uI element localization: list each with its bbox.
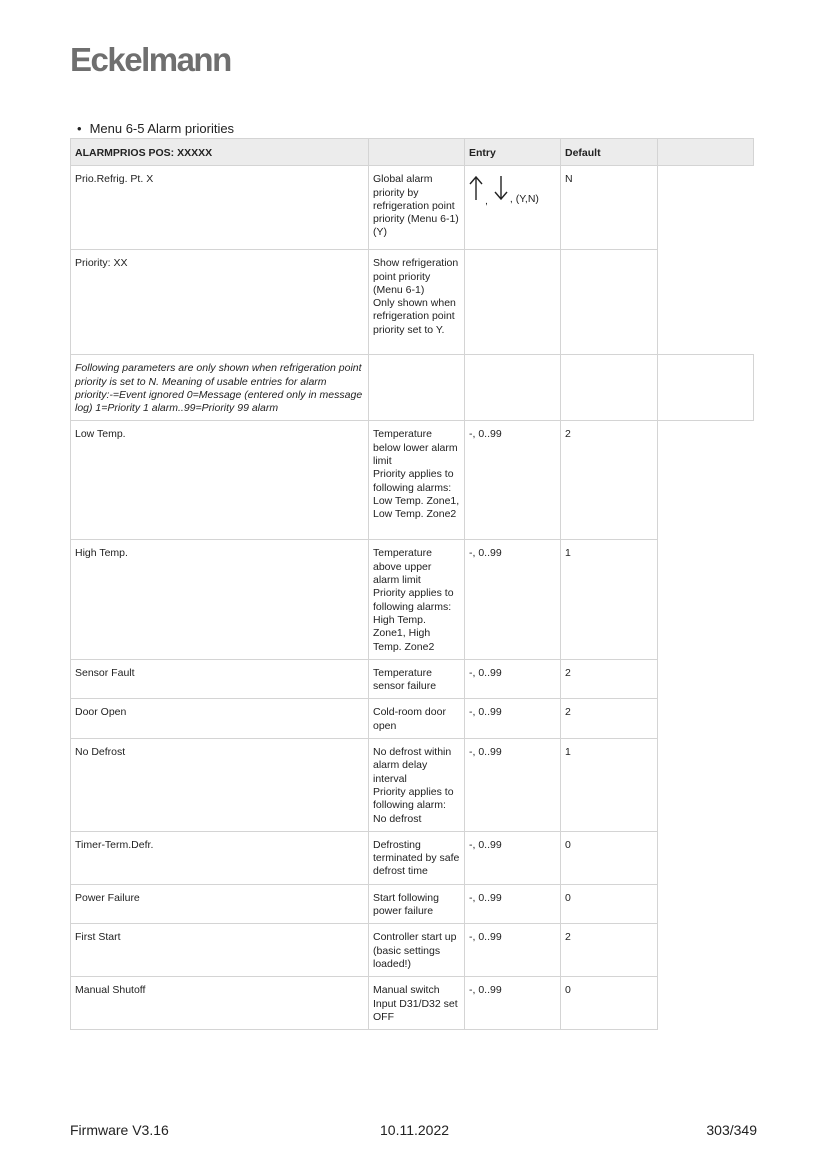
param-cell: Manual Shutoff <box>71 977 369 1030</box>
desc-cell <box>369 739 465 832</box>
default-cell: 0 <box>561 831 658 884</box>
footer-page-number: 303/349 <box>706 1122 757 1138</box>
header-description <box>369 139 465 166</box>
desc-cell <box>369 659 465 699</box>
header-entry: Entry <box>465 139 561 166</box>
default-cell: 0 <box>561 884 658 924</box>
desc-line: Priority applies to following alarm: No defrost <box>373 785 454 825</box>
param-cell: Prio.Refrig. Pt. X <box>71 166 369 250</box>
param-cell: First Start <box>71 924 369 977</box>
desc-line: Defrosting terminated by safe defrost time <box>373 838 460 878</box>
desc-cell: Global alarm priority by refrigeration point priority (Menu 6-1) (Y) <box>369 166 465 250</box>
param-cell: Sensor Fault <box>71 659 369 699</box>
entry-cell <box>465 250 561 355</box>
section-heading <box>77 121 234 136</box>
alarm-priorities-table <box>70 138 754 1030</box>
default-cell: 0 <box>561 977 658 1030</box>
table-row <box>71 884 754 924</box>
desc-line: Temperature sensor failure <box>373 666 437 693</box>
table-row <box>71 166 754 250</box>
param-cell: Timer-Term.Defr. <box>71 831 369 884</box>
desc-cell <box>369 421 465 540</box>
note-row <box>71 355 754 421</box>
param-cell: No Defrost <box>71 739 369 832</box>
table-row <box>71 699 754 739</box>
table-row <box>71 659 754 699</box>
desc-line: Start following power failure <box>373 891 439 918</box>
param-cell: Power Failure <box>71 884 369 924</box>
default-cell: N <box>561 166 658 250</box>
desc-line: Controller start up (basic settings loaded!) <box>373 931 457 970</box>
section-title: Menu 6-5 Alarm priorities <box>89 121 235 136</box>
param-cell: Door Open <box>71 699 369 739</box>
desc-line: Temperature above upper alarm limit <box>373 547 432 587</box>
desc-cell <box>369 977 465 1030</box>
param-cell: Low Temp. <box>71 421 369 540</box>
header-param: ALARMPRIOS POS: XXXXX <box>71 139 369 166</box>
default-cell: 1 <box>561 540 658 659</box>
desc-line: Temperature below lower alarm limit <box>373 428 458 468</box>
desc-cell <box>369 831 465 884</box>
default-cell: 2 <box>561 699 658 739</box>
entry-options: , (Y,N) <box>509 193 539 206</box>
entry-cell: -, 0..99 <box>465 659 561 699</box>
table-row <box>71 924 754 977</box>
default-cell: 2 <box>561 421 658 540</box>
entry-cell: -, 0..99 <box>465 924 561 977</box>
desc-cell <box>369 924 465 977</box>
entry-arrows <box>469 173 556 208</box>
desc-cell <box>369 884 465 924</box>
table-header-row <box>71 139 754 166</box>
desc-line: Priority applies to following alarms: Low Temp. Zone1, Low Temp. Zone2 <box>373 468 460 521</box>
entry-cell: -, 0..99 <box>465 739 561 832</box>
footer-firmware: Firmware V3.16 <box>70 1122 169 1138</box>
desc-line: No defrost within alarm delay interval <box>373 746 452 785</box>
param-cell: High Temp. <box>71 540 369 659</box>
table-row <box>71 421 754 540</box>
table-row <box>71 977 754 1030</box>
entry-cell: -, 0..99 <box>465 884 561 924</box>
desc-line: Show refrigeration point priority (Menu 6-1) <box>373 257 459 296</box>
arrow-up-icon <box>469 175 483 201</box>
entry-cell: -, 0..99 <box>465 977 561 1030</box>
desc-line: Manual switch Input D31/D32 set OFF <box>373 984 458 1023</box>
header-default: Default <box>561 139 658 166</box>
entry-cell: -, 0..99 <box>465 421 561 540</box>
table-row <box>71 540 754 659</box>
eckelmann-logo: Eckelmann <box>70 41 231 78</box>
default-cell <box>561 250 658 355</box>
table-row <box>71 250 754 355</box>
param-cell: Priority: XX <box>71 250 369 355</box>
default-cell: 2 <box>561 659 658 699</box>
desc-cell <box>369 699 465 739</box>
desc-cell <box>369 250 465 355</box>
default-cell: 2 <box>561 924 658 977</box>
entry-cell: -, 0..99 <box>465 540 561 659</box>
bullet: • <box>77 121 82 136</box>
footer-date: 10.11.2022 <box>380 1122 450 1138</box>
desc-cell <box>369 540 465 659</box>
entry-cell <box>465 166 561 250</box>
entry-separator: , <box>485 195 488 208</box>
entry-cell: -, 0..99 <box>465 831 561 884</box>
table-row <box>71 739 754 832</box>
table-row <box>71 831 754 884</box>
desc-line: Priority applies to following alarms: High Temp. Zone1, High Temp. Zone2 <box>373 587 454 653</box>
note-cell: Following parameters are only shown when refrigeration point priority is set to N. Meaning of usable entries for alarm priority:-=Event ignored 0=Message (entered only in message log) 1=Priority 1 alarm..99=Priority 99 alarm <box>71 355 369 421</box>
desc-line: Cold-room door open <box>373 706 446 732</box>
default-cell: 1 <box>561 739 658 832</box>
entry-cell: -, 0..99 <box>465 699 561 739</box>
header-spacer <box>658 139 754 166</box>
desc-line: Only shown when refrigeration point priority set to Y. <box>373 297 456 336</box>
arrow-down-icon <box>494 175 508 201</box>
